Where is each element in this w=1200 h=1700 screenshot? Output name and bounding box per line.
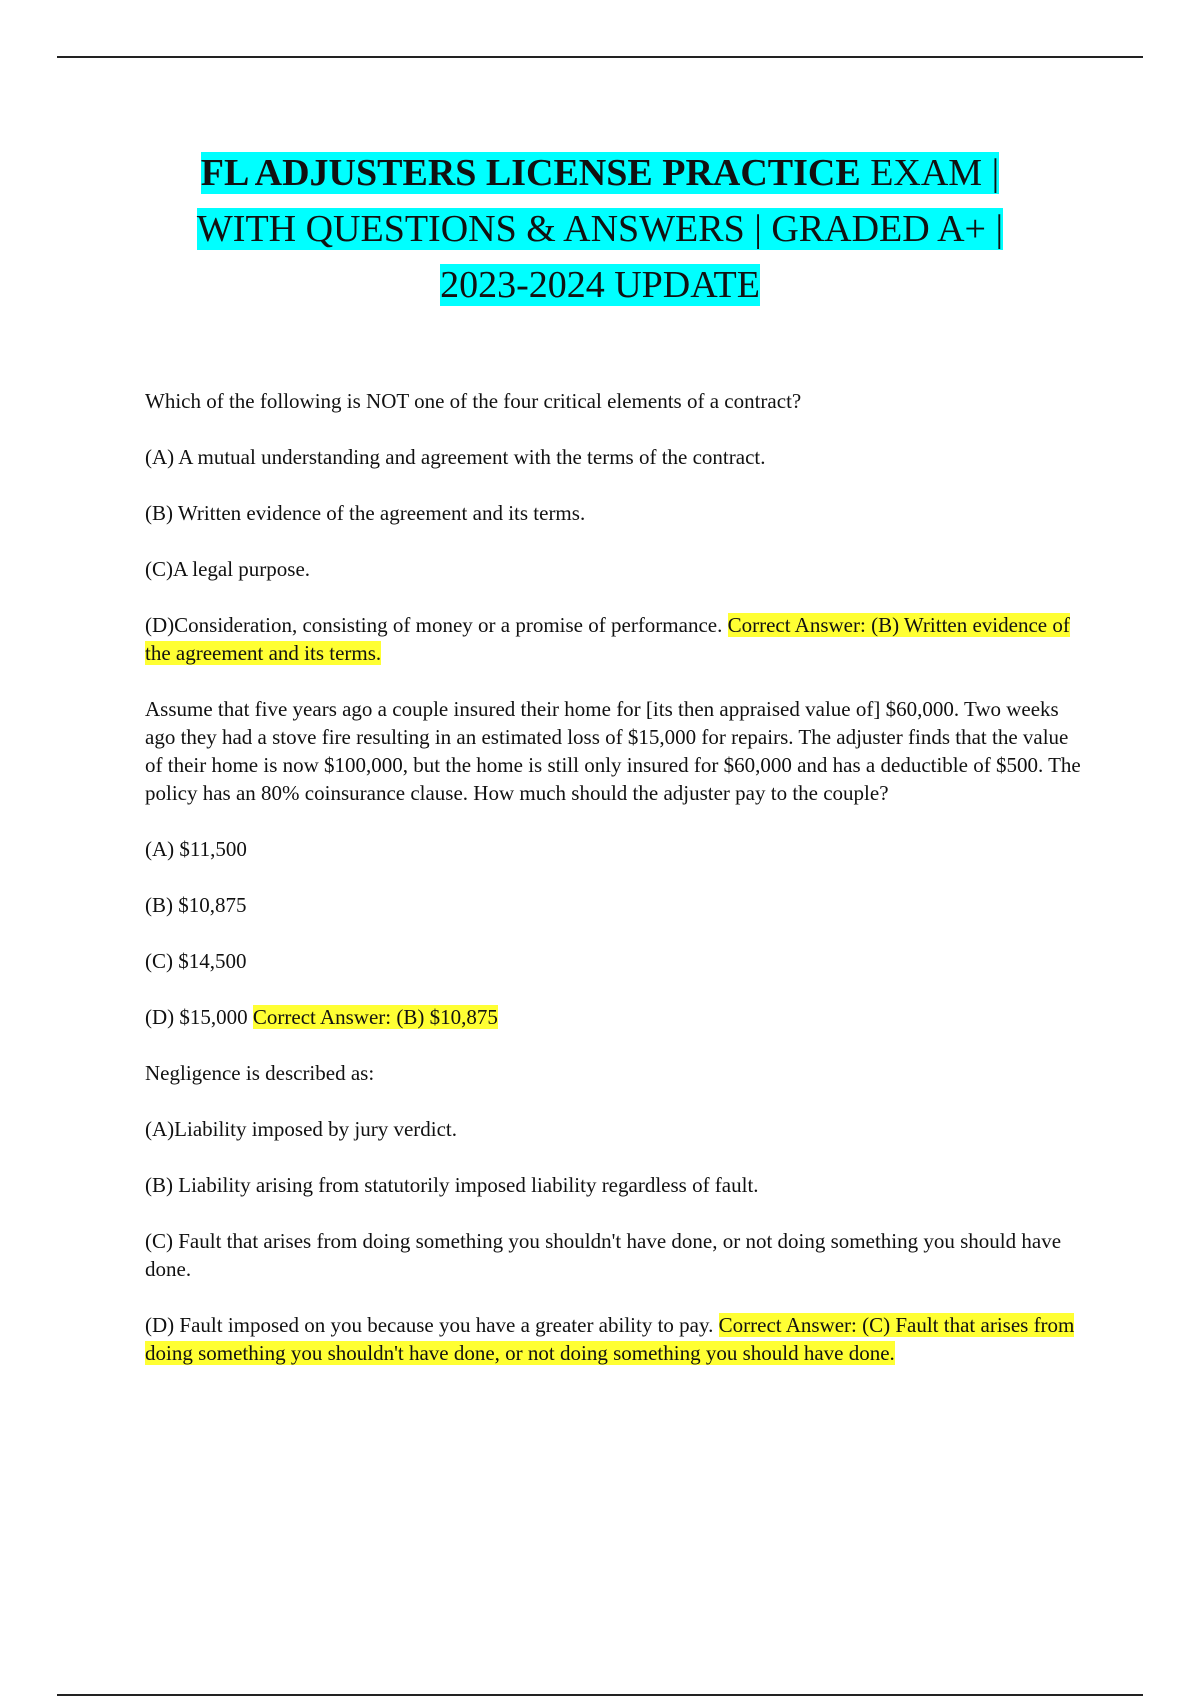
question-2-option-c: (C) $14,500: [145, 949, 247, 973]
question-1-option-a: (A) A mutual understanding and agreement with the terms of the contract.: [145, 445, 766, 469]
question-3-option-d-with-answer: [145, 1311, 1085, 1367]
top-rule: [57, 56, 1143, 58]
question-1-option-d-with-answer: [145, 611, 1085, 667]
question-3-option-d: (D) Fault imposed on you because you have a greater ability to pay.: [145, 1313, 714, 1337]
title-line-2-text: WITH QUESTIONS & ANSWERS | GRADED A+ |: [196, 208, 1004, 250]
title-line-3: [100, 257, 1100, 313]
question-1-option-c: (C)A legal purpose.: [145, 557, 311, 581]
question-2-prompt: Assume that five years ago a couple insured their home for [its then appraised value of] $60,000. Two weeks ago they had a stove fire resulting in an estimated loss of $15,000 for repairs. The adjuster finds that the value of their home is now $100,000, but the home is still only insured for $60,000 and has a deductible of $500. The policy has an 80% coinsurance clause. How much should the adjuster pay to the couple?: [145, 697, 1081, 805]
document-title: [100, 145, 1100, 313]
title-rest-line1: EXAM |: [860, 152, 1000, 194]
question-2-option-b: (B) $10,875: [145, 893, 247, 917]
title-bold-part: FL ADJUSTERS LICENSE PRACTICE: [200, 152, 861, 194]
question-1-answer: Correct Answer: (B) Written evidence of the agreement and its terms.: [145, 613, 1070, 665]
question-3-prompt: Negligence is described as:: [145, 1061, 375, 1085]
question-2-option-d-with-answer: [145, 1003, 1085, 1031]
bottom-rule: [57, 1694, 1143, 1696]
question-3-answer: Correct Answer: (C) Fault that arises from doing something you shouldn't have done, or not doing something you should have done.: [145, 1313, 1075, 1365]
title-line-2: [100, 201, 1100, 257]
question-2-option-d: (D) $15,000: [145, 1005, 248, 1029]
question-3-option-b: (B) Liability arising from statutorily imposed liability regardless of fault.: [145, 1173, 759, 1197]
title-line-3-text: 2023-2024 UPDATE: [440, 264, 760, 306]
question-1-option-b: (B) Written evidence of the agreement and its terms.: [145, 501, 586, 525]
question-1-option-d: (D)Consideration, consisting of money or a promise of performance.: [145, 613, 723, 637]
title-line-1: [100, 145, 1100, 201]
question-list: [145, 387, 1085, 1395]
question-3-option-c: (C) Fault that arises from doing something you shouldn't have done, or not doing something you should have done.: [145, 1229, 1062, 1281]
question-2-answer: Correct Answer: (B) $10,875: [252, 1005, 498, 1029]
question-1-prompt: Which of the following is NOT one of the four critical elements of a contract?: [145, 389, 802, 413]
question-3-option-a: (A)Liability imposed by jury verdict.: [145, 1117, 458, 1141]
question-2-option-a: (A) $11,500: [145, 837, 247, 861]
